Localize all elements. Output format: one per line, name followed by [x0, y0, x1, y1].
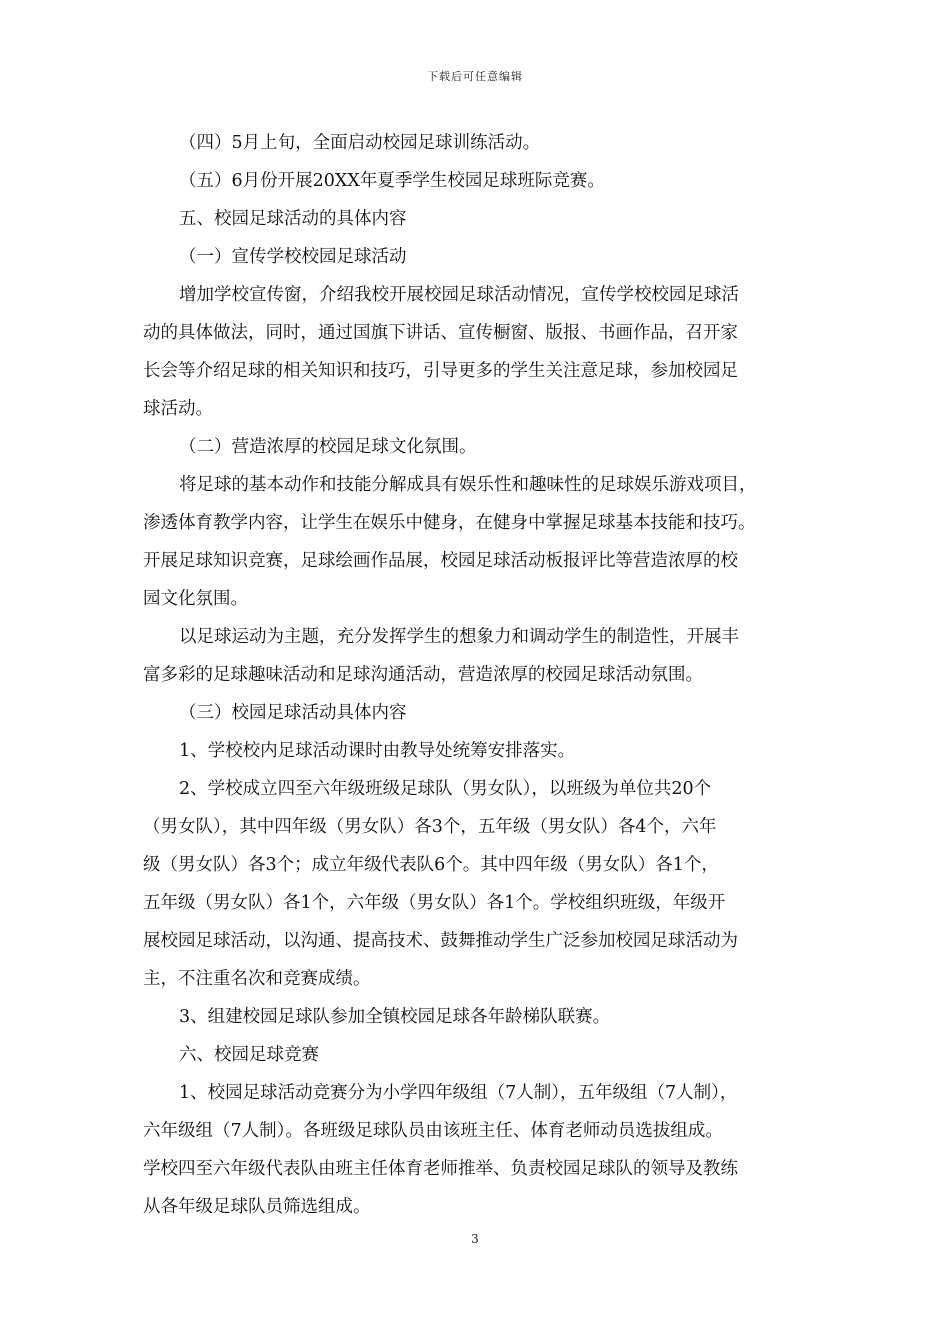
- paragraph-line: 主，不注重名次和竞赛成绩。: [143, 969, 371, 989]
- paragraph-line: 渗透体育教学内容，让学生在娱乐中健身，在健身中掌握足球基本技能和技巧。: [143, 513, 756, 533]
- paragraph-line: 级（男女队）各3个；成立年级代表队6个。其中四年级（男女队）各1个，: [143, 855, 719, 875]
- subsection-heading: （一）宣传学校校园足球活动: [179, 247, 407, 267]
- paragraph-line: 3、组建校园足球队参加全镇校园足球各年龄梯队联赛。: [179, 1007, 611, 1027]
- section-heading: 五、校园足球活动的具体内容: [179, 209, 407, 229]
- paragraph-line: 富多彩的足球趣味活动和足球沟通活动，营造浓厚的校园足球活动氛围。: [143, 665, 703, 685]
- subsection-heading: （二）营造浓厚的校园足球文化氛围。: [179, 437, 477, 457]
- paragraph-line: 展校园足球活动，以沟通、提高技术、鼓舞推动学生广泛参加校园足球活动为: [143, 931, 738, 951]
- paragraph-line: 开展足球知识竞赛，足球绘画作品展，校园足球活动板报评比等营造浓厚的校: [143, 551, 738, 571]
- paragraph-line: 增加学校宣传窗，介绍我校开展校园足球活动情况，宣传学校校园足球活: [179, 285, 739, 305]
- paragraph-line: 1、校园足球活动竞赛分为小学四年级组（7人制），五年级组（7人制），: [179, 1083, 738, 1103]
- paragraph-line: 五年级（男女队）各1个，六年级（男女队）各1个。学校组织班级，年级开: [143, 893, 726, 913]
- section-heading: 六、校园足球竞赛: [179, 1045, 319, 1065]
- document-body: [143, 124, 823, 1226]
- paragraph-line: 从各年级足球队员筛选组成。: [143, 1197, 371, 1217]
- paragraph-line: （男女队），其中四年级（男女队）各3个，五年级（男女队）各4个，六年: [143, 817, 717, 837]
- paragraph-line: （四）5月上旬，全面启动校园足球训练活动。: [179, 133, 541, 153]
- page-number: 3: [471, 1232, 479, 1246]
- paragraph-line: 六年级组（7人制）。各班级足球队员由该班主任、体育老师动员选拔组成。: [143, 1121, 723, 1141]
- paragraph-line: 园文化氛围。: [143, 589, 248, 609]
- paragraph-line: 将足球的基本动作和技能分解成具有娱乐性和趣味性的足球娱乐游戏项目，: [179, 475, 757, 495]
- paragraph-line: 球活动。: [143, 399, 213, 419]
- paragraph-line: 学校四至六年级代表队由班主任体育老师推举、负责校园足球队的领导及教练: [143, 1159, 738, 1179]
- paragraph-line: 2、学校成立四至六年级班级足球队（男女队），以班级为单位共20个: [179, 779, 712, 799]
- subsection-heading: （三）校园足球活动具体内容: [179, 703, 407, 723]
- paragraph-line: 长会等介绍足球的相关知识和技巧，引导更多的学生关注意足球，参加校园足: [143, 361, 738, 381]
- paragraph-line: 动的具体做法，同时，通过国旗下讲话、宣传橱窗、版报、书画作品，召开家: [143, 323, 738, 343]
- page-header: 下载后可任意编辑: [427, 70, 523, 83]
- paragraph-line: （五）6月份开展20XX年夏季学生校园足球班际竞赛。: [179, 171, 605, 191]
- paragraph-line: 以足球运动为主题，充分发挥学生的想象力和调动学生的制造性，开展丰: [179, 627, 739, 647]
- paragraph-line: 1、学校校内足球活动课时由教导处统筹安排落实。: [179, 741, 576, 761]
